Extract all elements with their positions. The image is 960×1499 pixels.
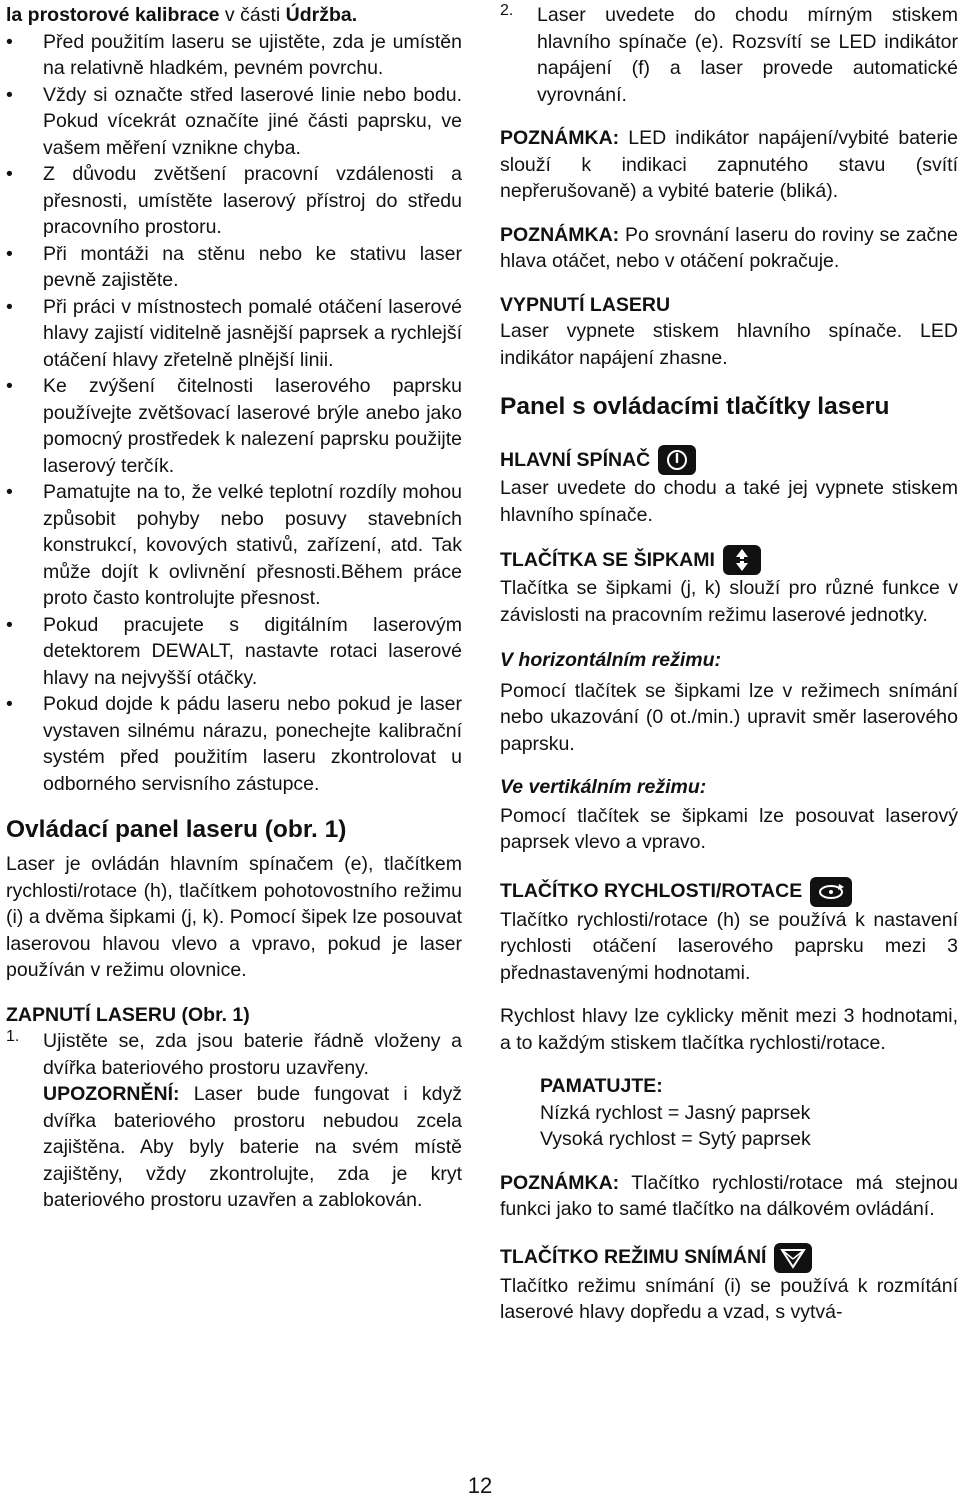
speed-text-1: Tlačítko rychlosti/rotace (h) se používá k nastavení rychlosti otáčení laserového paprsku mezi 3 přednastavenými hodnotami. — [500, 908, 958, 984]
scan-text: Tlačítko režimu snímání (i) se používá k rozmítání laserové hlavy dopředu a vzad, s vytvá- — [500, 1274, 958, 1323]
note-body: Po srovnání laseru do roviny se začne hlava otáčet, nebo v otáčení pokračuje. — [500, 223, 958, 272]
list-item: • Ke zvýšení čitelnosti laserového paprsku používejte zvětšovací laserové brýle anebo jako pomocný prostředek k nalezení paprsku použijte laserový terčík. — [6, 373, 462, 479]
horizontal-title: V horizontálním režimu: — [500, 649, 722, 671]
left-column — [6, 0, 462, 1214]
note-body: Tlačítko rychlosti/rotace má stejnou funkci jako to samé tlačítko na dálkovém ovládání. — [500, 1171, 958, 1220]
note-body: LED indikátor napájení/vybité baterie slouží k indikaci zapnutého stavu (svítí nepřerušovaně) a vybité baterie (bliká). — [500, 127, 958, 202]
main-switch-heading — [500, 445, 958, 475]
off-text: Laser vypnete stiskem hlavního spínače. LED indikátor napájení zhasne. — [500, 320, 958, 369]
remember-block — [500, 1073, 958, 1153]
arrows-heading — [500, 545, 958, 575]
list-item: • Při práci v místnostech pomalé otáčení laserové hlavy zajistí viditelně jasnější paprsek a rychlejší otáčení hlavy zřetelně plnější linii. — [6, 294, 462, 374]
note-3 — [500, 1170, 958, 1223]
main-switch-title: HLAVNÍ SPÍNAČ — [500, 448, 651, 471]
right-column — [500, 0, 958, 1326]
on-title: ZAPNUTÍ LASERU (Obr. 1) — [6, 1003, 250, 1026]
arrows-title: TLAČÍTKA SE ŠIPKAMI — [500, 548, 715, 571]
step-text: Laser uvedete do chodu mírným stiskem hlavního spínače (e). Rozsvítí se LED indikátor napájení (f) a laser provede automatické vyrovnání. — [537, 4, 958, 106]
vertical-text: Pomocí tlačítek se šipkami lze posouvat laserový paprsek vlevo a vpravo. — [500, 804, 958, 853]
list-item: • Pokud pracujete s digitálním laserovým detektorem DEWALT, nastavte rotaci laserové hlavy na nejvyšší otáčky. — [6, 612, 462, 692]
scan-icon — [774, 1243, 812, 1273]
rotation-icon — [810, 877, 852, 907]
main-switch-text: Laser uvedete do chodu a také jej vypnete stiskem hlavního spínače. — [500, 477, 958, 526]
speed-heading — [500, 877, 958, 907]
speed-title: TLAČÍTKO RYCHLOSTI/ROTACE — [500, 880, 803, 903]
note-1 — [500, 125, 958, 205]
section-title: Ovládací panel laseru (obr. 1) — [6, 816, 347, 843]
intro-bold-2: Údržba. — [285, 4, 358, 26]
note-label: POZNÁMKA: — [500, 223, 620, 246]
intro-mid: v části — [219, 4, 286, 26]
list-item: • Z důvodu zvětšení pracovní vzdálenosti a přesnosti, umístěte laserový přístroj do středu pracovního prostoru. — [6, 161, 462, 241]
intro-bold: la prostorové kalibrace — [6, 4, 220, 26]
list-item: • Při montáži na stěnu nebo ke stativu laser pevně zajistěte. — [6, 241, 462, 294]
remember-line-2: Vysoká rychlost = Sytý paprsek — [540, 1128, 811, 1150]
list-item: • Pokud dojde k pádu laseru nebo pokud je laser vystaven silnému nárazu, ponechejte kalibrační systém před použitím laseru zkontrolovat u odborného servisního zástupce. — [6, 691, 462, 797]
note-2 — [500, 222, 958, 275]
warning-text — [43, 1081, 462, 1214]
horizontal-text: Pomocí tlačítek se šipkami lze v režimech snímání nebo ukazování (0 ot./min.) upravit směr laserového paprsku. — [500, 679, 958, 755]
intro-line — [6, 2, 462, 29]
panel-title: Panel s ovládacími tlačítky laseru — [500, 393, 890, 420]
warning-label: UPOZORNĚNÍ: — [43, 1083, 180, 1105]
list-item: • Vždy si označte střed laserové linie nebo bodu. Pokud vícekrát označíte jiné části paprsku, ve vašem měření vznikne chyba. — [6, 82, 462, 162]
scan-heading — [500, 1243, 958, 1273]
power-icon — [658, 445, 696, 475]
arrows-text: Tlačítka se šipkami (j, k) slouží pro různé funkce v závislosti na pracovním režimu laserové jednotky. — [500, 577, 958, 626]
off-title: VYPNUTÍ LASERU — [500, 293, 671, 316]
section-text: Laser je ovládán hlavním spínačem (e), tlačítkem rychlosti/rotace (h), tlačítkem pohotovostního režimu (i) a dvěma šipkami (j, k). Pomocí šipek lze posouvat laserovou hlavou vlevo a vpravo, pokud je laser používán v režimu olovnice. — [6, 853, 462, 981]
step-number: 2. — [500, 2, 514, 19]
note-label: POZNÁMKA: — [500, 127, 620, 149]
scan-title: TLAČÍTKO REŽIMU SNÍMÁNÍ — [500, 1246, 767, 1269]
step-text: Ujistěte se, zda jsou baterie řádně vloženy a dvířka bateriového prostoru uzavřeny. — [43, 1030, 462, 1079]
arrows-icon — [723, 545, 761, 575]
step-1 — [6, 1028, 462, 1214]
remember-title: PAMATUJTE: — [540, 1075, 663, 1097]
vertical-title: Ve vertikálním režimu: — [500, 776, 707, 798]
speed-text-2: Rychlost hlavy lze cyklicky měnit mezi 3 hodnotami, a to každým stiskem tlačítka rychlosti/rotace. — [500, 1005, 958, 1054]
step-2 — [500, 2, 958, 108]
page-number: 12 — [467, 1473, 493, 1498]
list-item: • Před použitím laseru se ujistěte, zda je umístěn na relativně hladkém, pevném povrchu. — [6, 29, 462, 82]
note-label: POZNÁMKA: — [500, 1171, 620, 1194]
remember-line-1: Nízká rychlost = Jasný paprsek — [540, 1101, 811, 1124]
step-number: 1. — [6, 1028, 20, 1045]
list-item: • Pamatujte na to, že velké teplotní rozdíly mohou způsobit pohyby nebo posuvy stavebních konstrukcí, kovových stativů, zařízení, atd. Tak může dojít k ovlivnění přesnosti.Během práce proto často kontrolujte přesnost. — [6, 479, 462, 612]
warning-body: Laser bude fungovat i když dvířka bateriového prostoru nebudou zcela zajištěna. Aby byly baterie na svém místě zajištěny, vždy zkontrolujte, zda je kryt bateriového prostoru uzavřen a zablokován. — [43, 1083, 462, 1211]
